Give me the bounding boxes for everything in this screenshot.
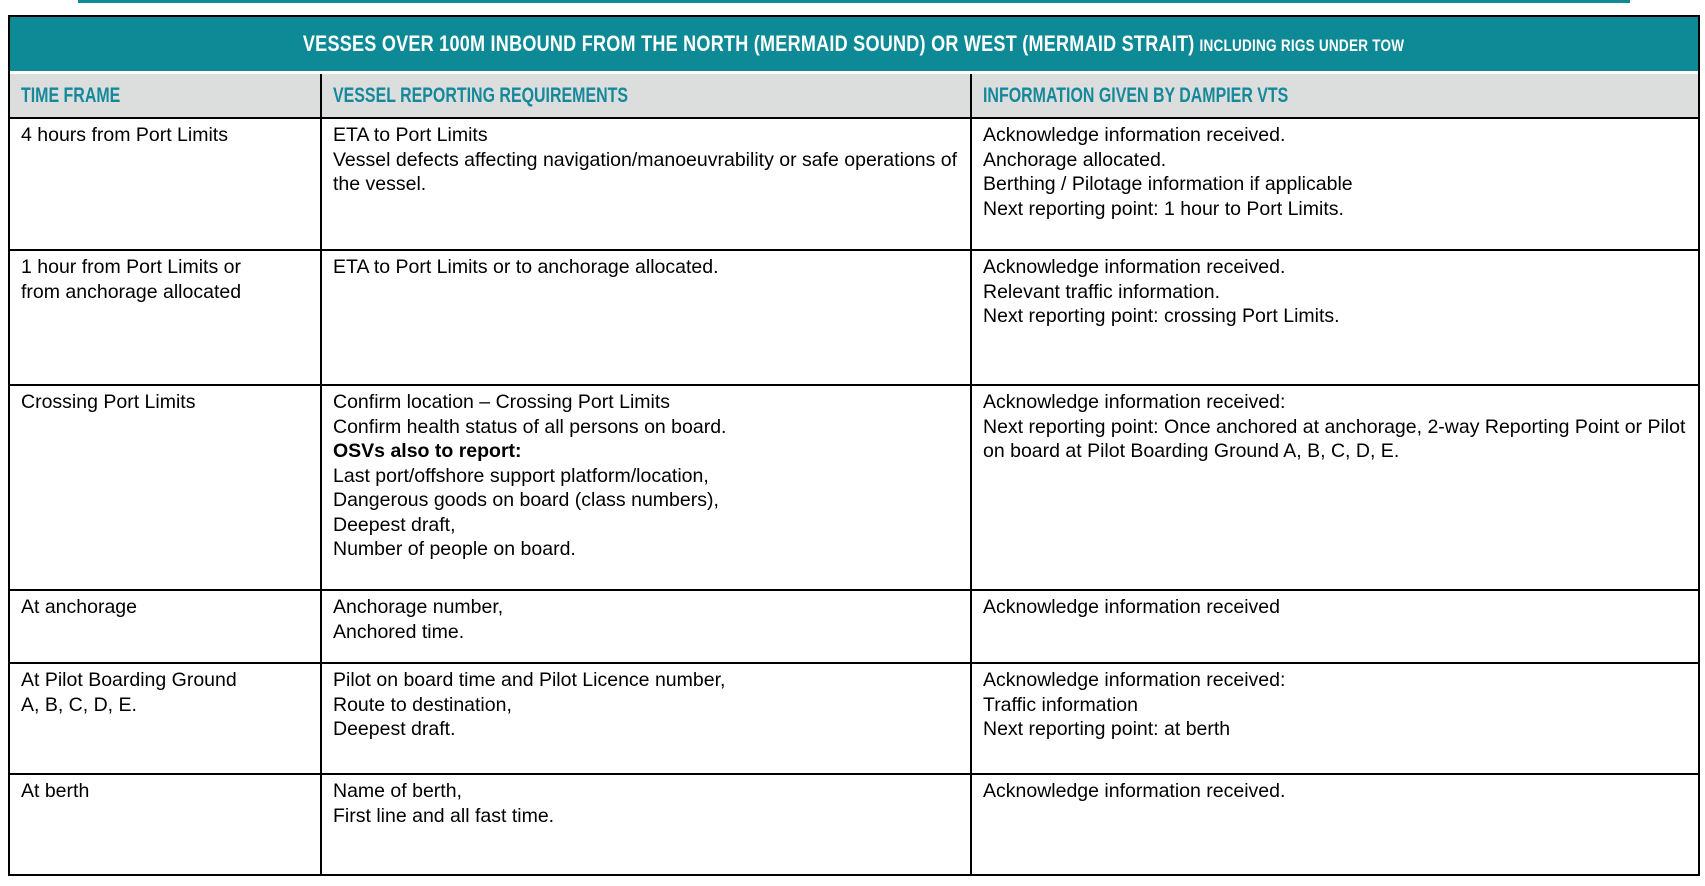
cell-information <box>970 251 1698 384</box>
column-header-label: VESSEL REPORTING REQUIREMENTS <box>333 83 629 107</box>
cell-text-line: Crossing Port Limits <box>21 391 196 413</box>
cell-information <box>970 591 1698 662</box>
cell-text-line: Next reporting point: 1 hour to Port Limits. <box>983 197 1344 220</box>
cell-requirements <box>320 386 970 589</box>
cell-text-line: Acknowledge information received. <box>983 256 1286 278</box>
cell-information <box>970 775 1698 874</box>
cell-information <box>970 119 1698 249</box>
cell-text-line: Acknowledge information received <box>983 596 1280 618</box>
top-divider-rule <box>78 0 1630 3</box>
table-row <box>10 119 1698 249</box>
cell-text-line: 1 hour from Port Limits or <box>21 256 241 278</box>
cell-text-line: Last port/offshore support platform/location, <box>333 464 709 487</box>
cell-information <box>970 386 1698 589</box>
cell-text-line: Anchored time. <box>333 620 465 643</box>
cell-text-line: Acknowledge information received: <box>983 391 1286 413</box>
cell-requirements <box>320 664 970 773</box>
cell-requirements <box>320 775 970 874</box>
cell-text-line: Number of people on board. <box>333 538 576 560</box>
cell-text-line: Dangerous goods on board (class numbers), <box>333 489 719 511</box>
table-title: VESSES OVER 100M INBOUND FROM THE NORTH (MERMAID SOUND) OR WEST (MERMAID STRAIT) <box>303 31 1195 56</box>
cell-time-frame <box>10 119 320 249</box>
table-row <box>10 384 1698 589</box>
cell-requirements <box>320 591 970 662</box>
cell-time-frame <box>10 591 320 662</box>
cell-text-line: Acknowledge information received. <box>983 780 1286 802</box>
table-row <box>10 589 1698 662</box>
cell-text-line: Anchorage allocated. <box>983 148 1167 171</box>
cell-text-line: A, B, C, D, E. <box>21 693 137 716</box>
cell-text-line: At Pilot Boarding Ground <box>21 669 237 691</box>
column-header-vessel-reporting-requirements <box>320 74 970 117</box>
cell-text-line: Acknowledge information received: <box>983 669 1286 691</box>
cell-text-line: Deepest draft, <box>333 513 456 536</box>
table-title-suffix: INCLUDING RIGS UNDER TOW <box>1199 37 1405 55</box>
cell-text-line: Acknowledge information received. <box>983 124 1286 146</box>
cell-text-line: OSVs also to report: <box>333 440 522 462</box>
cell-text-line: Next reporting point: at berth <box>983 718 1231 740</box>
cell-text-line: Next reporting point: crossing Port Limits. <box>983 305 1340 327</box>
cell-text-line: Traffic information <box>983 693 1138 716</box>
cell-text-line: First line and all fast time. <box>333 804 555 827</box>
table-title-line <box>303 31 1404 57</box>
cell-text-line: Confirm location – Crossing Port Limits <box>333 391 671 413</box>
column-header-information-given-by-dampier-vts <box>970 74 1698 117</box>
cell-text-line: Next reporting point: Once anchored at anchorage, 2-way Reporting Point or Pilot on board at Pilot Boarding Ground A, B, C, D, E. <box>983 415 1686 462</box>
cell-text-line: ETA to Port Limits or to anchorage allocated. <box>333 256 719 278</box>
cell-text-line: At berth <box>21 780 90 802</box>
cell-text-line: Name of berth, <box>333 780 462 802</box>
cell-text-line: Vessel defects affecting navigation/manoeuvrability or safe operations of the vessel. <box>333 148 958 195</box>
cell-time-frame <box>10 775 320 874</box>
cell-text-line: Relevant traffic information. <box>983 280 1220 303</box>
cell-information <box>970 664 1698 773</box>
cell-text-line: Berthing / Pilotage information if applicable <box>983 173 1353 195</box>
cell-text-line: At anchorage <box>21 596 138 618</box>
table-row <box>10 662 1698 773</box>
table-title-band <box>10 17 1698 74</box>
vessel-reporting-table <box>8 15 1700 876</box>
cell-text-line: Deepest draft. <box>333 718 456 740</box>
cell-text-line: ETA to Port Limits <box>333 124 488 146</box>
cell-time-frame <box>10 386 320 589</box>
cell-requirements <box>320 251 970 384</box>
cell-time-frame <box>10 664 320 773</box>
column-header-label: TIME FRAME <box>21 83 121 107</box>
cell-text-line: Confirm health status of all persons on board. <box>333 415 727 438</box>
table-row <box>10 249 1698 384</box>
cell-text-line: Pilot on board time and Pilot Licence number, <box>333 669 726 691</box>
table-body <box>10 119 1698 874</box>
cell-text-line: Anchorage number, <box>333 596 504 618</box>
cell-requirements <box>320 119 970 249</box>
cell-time-frame <box>10 251 320 384</box>
column-header-label: INFORMATION GIVEN BY DAMPIER VTS <box>983 83 1289 107</box>
column-header-time-frame <box>10 74 320 117</box>
cell-text-line: Route to destination, <box>333 693 512 716</box>
cell-text-line: 4 hours from Port Limits <box>21 124 228 146</box>
column-header-row <box>10 74 1698 119</box>
cell-text-line: from anchorage allocated <box>21 280 242 303</box>
table-row <box>10 773 1698 874</box>
